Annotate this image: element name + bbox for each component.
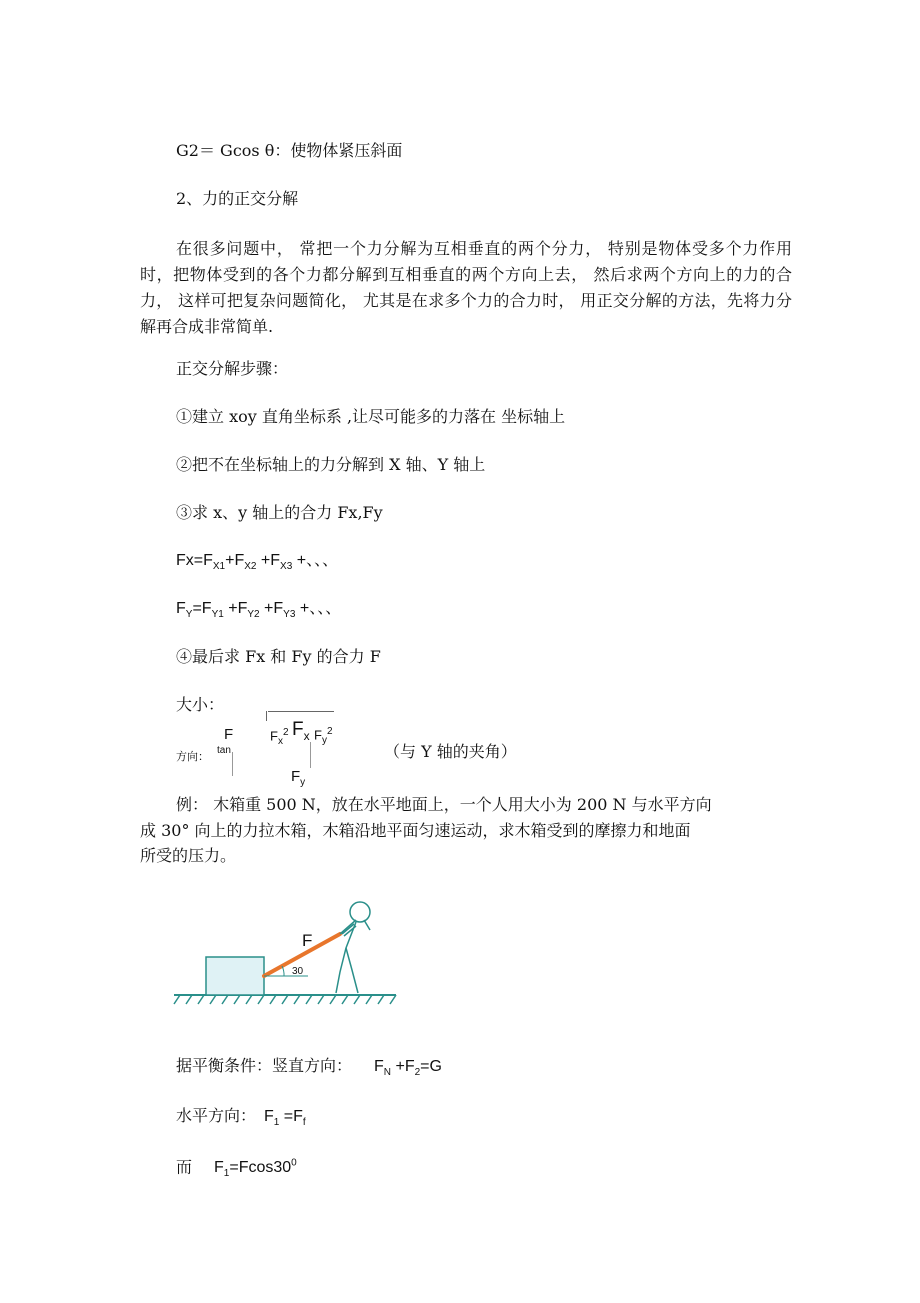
cos-line: 而 $F_1=Fcos30^0$ bbox=[176, 1157, 297, 1180]
angle-label: 30 bbox=[292, 966, 304, 977]
size-label: 大小： bbox=[176, 695, 225, 714]
section-heading: 2、力的正交分解 bbox=[176, 189, 299, 208]
angle-arc bbox=[282, 966, 284, 976]
sqrt-hook bbox=[266, 711, 267, 721]
step-2: ②把不在坐标轴上的力分解到 X 轴、Y 轴上 bbox=[176, 455, 486, 474]
step-4: ④最后求 Fx 和 Fy 的合力 F bbox=[176, 647, 381, 666]
fraction-bar bbox=[310, 742, 311, 768]
fy-squared: $F_y^2$ bbox=[314, 726, 333, 746]
big-fx: $F_x$ bbox=[292, 719, 310, 743]
fy-denominator: $F_y$ bbox=[291, 768, 306, 788]
fx-equation: $Fx=F_{X1}+F_{X2} +F_{X3}$ +、、、 bbox=[176, 552, 339, 573]
example-line-1: 例： 木箱重 500 N，放在水平地面上，一个人用大小为 200 N 与水平方向 bbox=[176, 795, 712, 814]
sqrt-bar bbox=[268, 711, 334, 712]
fy-equation: $F_Y=F_{Y1} +F_{Y2} +F_{Y3}$ +、、、 bbox=[176, 600, 342, 621]
example-line-3: 所受的压力。 bbox=[140, 846, 237, 865]
wooden-box bbox=[206, 957, 264, 995]
angle-note: （与 Y 轴的夹角） bbox=[384, 742, 517, 761]
person bbox=[336, 902, 370, 993]
step-3: ③求 x、y 轴上的合力 Fx,Fy bbox=[176, 503, 383, 522]
horizontal-line: 水平方向： $F_1 =F_f$ bbox=[176, 1106, 306, 1129]
pulling-box-figure bbox=[160, 890, 410, 1015]
direction-label: 方向： bbox=[176, 750, 209, 763]
ground bbox=[174, 995, 396, 1004]
balance-line: 据平衡条件：竖直方向： $F_N +F_2=G$ bbox=[176, 1056, 442, 1079]
tan-f: F bbox=[224, 726, 234, 743]
force-label: F bbox=[302, 931, 313, 950]
fx-squared: $F_x^2$ bbox=[270, 727, 289, 747]
tan-bar bbox=[232, 752, 233, 776]
intro-paragraph: 在很多问题中， 常把一个力分解为互相垂直的两个分力， 特别是物体受多个力作用时，把物体受到的各个力都分解到互相垂直的两个方向上去， 然后求两个方向上的力的合力， 这样可把复杂问题简化， 尤其是在求多个力的合力时， 用正交分解的方法，先将力分解再合成非常简单. bbox=[140, 239, 792, 336]
example-line-2: 成 30° 向上的力拉木箱，木箱沿地平面匀速运动，求木箱受到的摩擦力和地面 bbox=[140, 821, 691, 840]
step-1: ①建立 xoy 直角坐标系 ,让尽可能多的力落在 坐标轴上 bbox=[176, 407, 566, 426]
steps-title: 正交分解步骤： bbox=[176, 359, 289, 378]
g2-line: G2＝ Gcos θ：使物体紧压斜面 bbox=[176, 141, 403, 160]
tan-label: tan bbox=[217, 745, 231, 756]
